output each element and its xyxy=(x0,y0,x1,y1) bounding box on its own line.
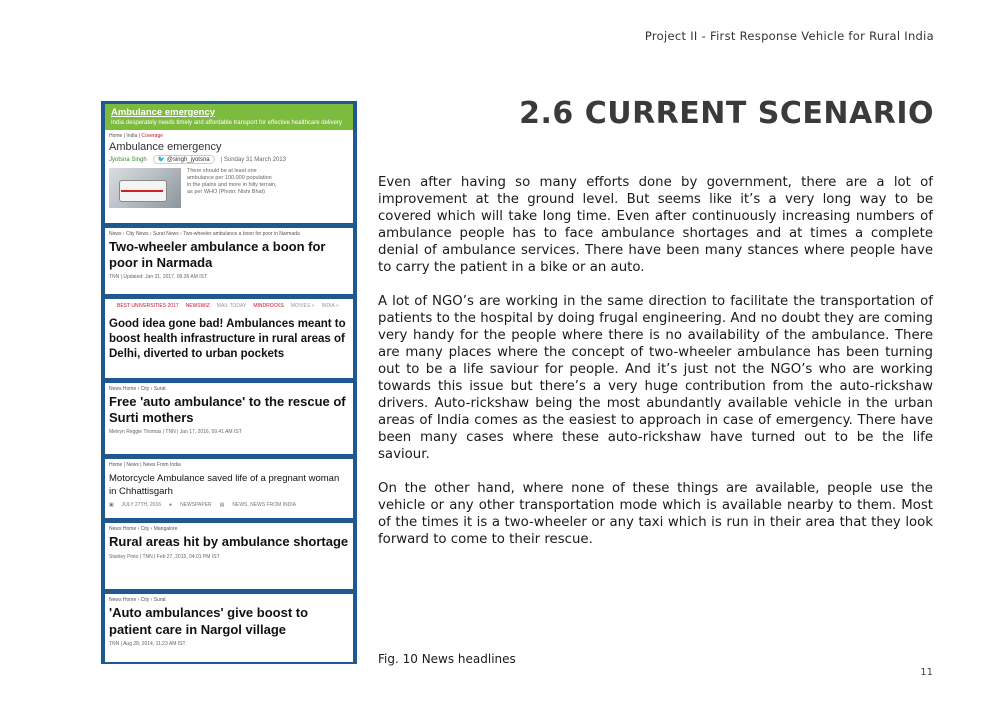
nav-tab: MAIL TODAY xyxy=(216,303,247,309)
news-card-rural-shortage xyxy=(105,523,353,589)
nav-tab: NEWSWIZ xyxy=(185,303,210,309)
twitter-bird-icon: 🐦 xyxy=(157,157,166,163)
news-card-two-wheeler xyxy=(105,228,353,294)
news-headline: Free 'auto ambulance' to the rescue of Surti mothers xyxy=(109,394,346,425)
news-banner xyxy=(105,104,353,130)
news-card-motorcycle-ambulance xyxy=(105,459,353,518)
breadcrumb: Home | News | News From India xyxy=(109,462,181,468)
site-nav-tabs xyxy=(105,299,353,311)
news-card-auto-ambulance-surti xyxy=(105,383,353,454)
article-meta: TNN | Aug 28, 2014, 11.23 AM IST xyxy=(109,641,186,647)
photo-caption: There should be at least one ambulance per 100,000 population in the plains and more in hilly terrain, as per WHO (Photo: Nishi Bhat) xyxy=(187,168,277,195)
photo-row xyxy=(105,166,353,210)
folder-icon: ▤ xyxy=(219,502,225,508)
byline xyxy=(105,153,353,166)
news-headline: Rural areas hit by ambulance shortage xyxy=(109,534,349,549)
article-date: JULY 27TH, 2016 xyxy=(121,502,162,508)
author: Jyotsna Singh xyxy=(109,156,147,163)
twitter-handle xyxy=(153,155,215,164)
page-number: 11 xyxy=(920,667,933,678)
news-headline: 'Auto ambulances' give boost to patient care in Nargol village xyxy=(109,605,309,637)
news-headline: Motorcycle Ambulance saved life of a pregnant woman in Chhattisgarh xyxy=(109,473,340,497)
breadcrumb: News Home › City › Surat xyxy=(109,386,166,392)
news-card-good-idea-gone-bad xyxy=(105,299,353,378)
article-section: NEWS, NEWS FROM INDIA xyxy=(232,502,297,508)
news-headline: Good idea gone bad! Ambulances meant to boost health infrastructure in rural areas of Delhi, diverted to urban pockets xyxy=(109,318,346,360)
news-headline: Ambulance emergency xyxy=(109,141,222,153)
twitter-handle-text: @singh_jyotsna xyxy=(166,157,210,163)
nav-tab: INDIA » xyxy=(321,303,339,309)
article-source: NEWSPAPER xyxy=(180,502,212,508)
article-meta: TNN | Updated: Jan 31, 2017, 09.36 AM IST xyxy=(109,274,208,280)
section-title: 2.6 CURRENT SCENARIO xyxy=(519,96,934,131)
breadcrumb: News Home › City › Mangalore xyxy=(109,526,178,532)
nav-tab: MINDROCKS xyxy=(253,303,284,309)
banner-title: Ambulance emergency xyxy=(111,107,216,118)
news-headline: Two-wheeler ambulance a boon for poor in Narmada xyxy=(109,239,326,270)
breadcrumb-coverage: Coverage xyxy=(141,133,164,139)
paragraph: A lot of NGO’s are working in the same direction to facilitate the transportation of patients to the hospital by doing frugal engineering. And no doubt they are coming very handy for the people where there is no availability of the ambulance. There are many places where the concept of two-wheeler ambulance has been turning out to be a life saviour for people. And it’s just not the NGO’s who are working towards this issue but there’s a very huge contribution from the auto-rickshaw drivers. Auto-rickshaw being the most abundantly available vehicle in the urban areas of India comes as the easiest to approach in case of emergency. There have been many cases where these auto-rickshaw have turned out to be the life saviour. xyxy=(378,293,933,463)
body-text xyxy=(378,174,933,564)
paragraph: On the other hand, where none of these things are available, people use the vehicle or any other transportation mode which is available nearby to them. Most of the times it is a two-wheeler or any taxi which is run in their area that they look forward to come to their rescue. xyxy=(378,480,933,547)
news-card-nargol xyxy=(105,594,353,662)
nav-tab: MOVIES » xyxy=(290,303,315,309)
article-meta: Stanley Pinto | TNN | Feb 27, 2015, 04.01 PM IST xyxy=(109,553,220,560)
breadcrumb-home: Home | India | xyxy=(109,133,142,139)
article-meta: Melvyn Reggie Thomas | TNN | Jan 17, 2016, 09.41 AM IST xyxy=(109,429,242,435)
article-meta xyxy=(105,499,353,511)
news-card-ambulance-emergency xyxy=(105,104,353,223)
user-icon: ● xyxy=(169,502,173,508)
nav-tab: BEST UNIVERSITIES 2017 xyxy=(117,303,179,309)
paragraph: Even after having so many efforts done by government, there are a lot of improvement at the ground level. But seems like it’s a very long way to be covered which will take long time. Even after continuously increasing numbers of ambulance people has to face ambulance shortages and at times a complete denial of ambulance services. There have been many stances where people have to carry the patient in a bike or an auto. xyxy=(378,175,933,276)
project-header: Project II - First Response Vehicle for Rural India xyxy=(644,29,934,43)
figure-caption: Fig. 10 News headlines xyxy=(378,652,516,666)
calendar-icon: ▣ xyxy=(109,502,114,508)
breadcrumb xyxy=(105,130,353,139)
van-stripe xyxy=(121,190,163,192)
breadcrumb: News › City News › Surat News › Two-wheeler ambulance a boon for poor in Narmada xyxy=(109,231,300,237)
banner-subtitle: India desperately needs timely and affordable transport for effective healthcare delivery xyxy=(111,120,342,126)
news-headlines-figure xyxy=(101,101,357,664)
article-date: | Sunday 31 March 2013 xyxy=(220,156,286,163)
ambulance-photo xyxy=(109,168,181,208)
breadcrumb: News Home › City › Surat xyxy=(109,597,166,603)
